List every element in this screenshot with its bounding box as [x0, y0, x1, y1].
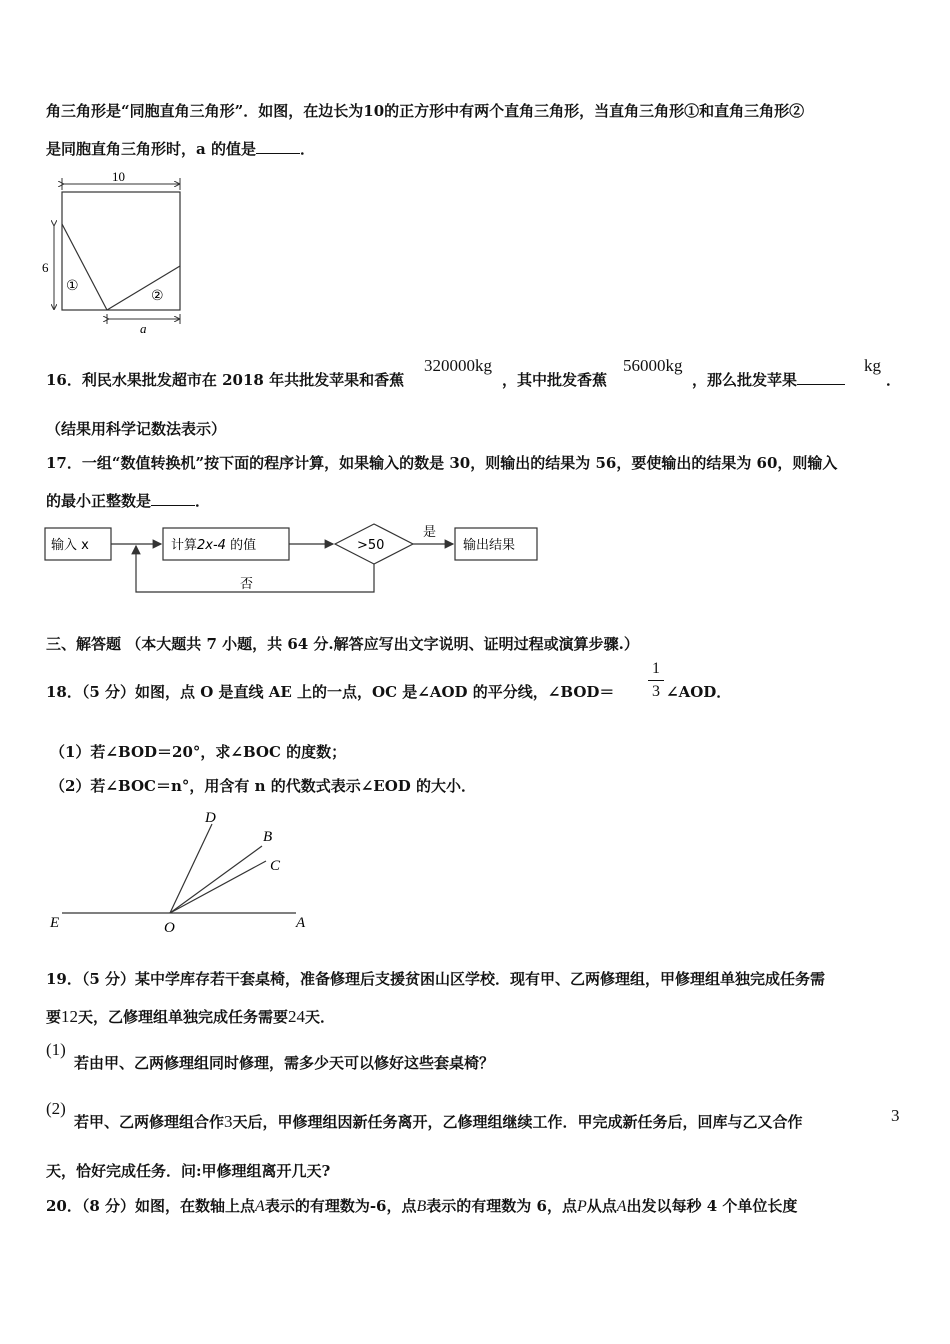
fig-tri2-label: ②: [151, 288, 164, 304]
flow-output: 输出结果: [463, 538, 516, 553]
q18-angle-figure: [40, 806, 320, 936]
q16-end: ．: [886, 371, 902, 389]
q19-s2b: 天后，甲修理组因新任务离开，乙修理组继续工作．甲完成新任务后，回库与乙又合作: [232, 1113, 803, 1131]
q17-flowchart: [40, 518, 550, 600]
q19-l2c: 天．: [305, 1008, 336, 1026]
q19-sub1-number: (1): [46, 1040, 66, 1059]
q19-num-24: 24: [288, 1007, 306, 1026]
q20-c: 表示的有理数为 6，点: [426, 1197, 577, 1215]
q20-point-A2: A: [616, 1198, 627, 1215]
flow-no: 否: [240, 577, 254, 592]
q19-l2b: 天，乙修理组单独完成任务需要: [78, 1008, 289, 1026]
q18-fraction: [648, 660, 664, 701]
point-A: A: [296, 915, 306, 931]
q19-l2a: 要: [46, 1008, 62, 1026]
q20-a: 20．（8 分）如图，在数轴上点: [46, 1197, 256, 1215]
point-B: B: [263, 829, 273, 845]
fig-label-left: 6: [42, 260, 49, 275]
q16-value-total: 320000kg: [424, 356, 492, 375]
q16-seg2: ，其中批发香蕉: [502, 371, 608, 389]
q16-line2: （结果用科学记数法表示）: [46, 420, 227, 438]
fig-label-bottom: a: [140, 321, 147, 336]
point-E: E: [50, 915, 60, 931]
fraction-bar: [648, 680, 664, 681]
q18-sub2: （2）若∠BOC＝n°，用含有 n 的代数式表示∠EOD 的大小．: [50, 777, 477, 795]
q20-point-B: B: [416, 1198, 427, 1215]
q17-line2-text: 的最小正整数是: [46, 492, 152, 510]
q16-seg3-text: ，那么批发苹果: [692, 371, 798, 389]
q20-point-P: P: [576, 1198, 587, 1215]
q18-main-text: 18．（5 分）如图，点 O 是直线 AE 上的一点，OC 是∠AOD 的平分线，∠BOD＝: [46, 683, 615, 701]
q18-main-end: ∠AOD．: [666, 683, 732, 701]
flow-yes: 是: [423, 525, 437, 540]
q19-sub2-number: (2): [46, 1099, 66, 1118]
flow-calc: 计算2x-4 的值: [171, 538, 257, 553]
q15-square-figure: [40, 168, 190, 338]
q19-sub2-text: [74, 1112, 803, 1132]
q19-s2a: 若甲、乙两修理组合作: [74, 1113, 225, 1131]
point-D: D: [205, 810, 216, 826]
q17-line2: [46, 491, 210, 511]
q20-b: 表示的有理数为-6，点: [264, 1197, 417, 1215]
point-C: C: [270, 858, 281, 874]
section-3-heading: 三、解答题 （本大题共 7 小题，共 64 分.解答应写出文字说明、证明过程或演算步骤.）: [46, 635, 639, 653]
q19-num-12: 12: [61, 1007, 79, 1026]
q20-d: 从点: [586, 1197, 617, 1215]
q19-sub1-text: 若由甲、乙两修理组同时修理，需多少天可以修好这些套桌椅？: [74, 1054, 495, 1072]
q15-line2-end: ．: [299, 140, 315, 158]
q19-line2: [46, 1007, 335, 1027]
flow-condition: >50: [357, 538, 385, 553]
flow-input: 输入 x: [51, 538, 89, 553]
fig-tri1-label: ①: [66, 278, 79, 294]
fig-label-top: 10: [112, 169, 125, 184]
answer-blank: [797, 370, 845, 385]
answer-blank: [151, 491, 195, 506]
q20-point-A: A: [255, 1198, 265, 1215]
fraction-numerator: 1: [652, 660, 660, 677]
q19-line1: 19．（5 分）某中学库存若干套桌椅，准备修理后支援贫困山区学校．现有甲、乙两修理组，甲修理组单独完成任务需: [46, 970, 826, 988]
q17-line1: 17．一组“数值转换机”按下面的程序计算，如果输入的数是 30，则输出的结果为 56，要使输出的结果为 60，则输入: [46, 454, 838, 472]
q20-line1: [46, 1196, 797, 1217]
fraction-denominator: 3: [652, 683, 660, 700]
q19-line4: 天，恰好完成任务．问:甲修理组离开几天?: [46, 1162, 331, 1180]
q15-line2-text: 是同胞直角三角形时，a 的值是: [46, 140, 256, 158]
q16-seg1: 16．利民水果批发超市在 2018 年共批发苹果和香蕉: [46, 371, 405, 389]
q16-seg3: [692, 370, 845, 390]
q17-line2-end: ．: [195, 492, 211, 510]
q19-num-3b: 3: [891, 1106, 900, 1125]
point-O: O: [164, 920, 175, 936]
q16-unit: kg: [864, 356, 881, 375]
q15-line2: [46, 139, 315, 159]
q16-value-banana: 56000kg: [623, 356, 683, 375]
q18-sub1: （1）若∠BOD＝20°，求∠BOC 的度数；: [50, 743, 347, 761]
answer-blank: [256, 139, 300, 154]
q15-line1: 角三角形是“同胞直角三角形”．如图，在边长为10的正方形中有两个直角三角形，当直角三角形①和直角三角形②: [46, 102, 805, 120]
q19-num-3a: 3: [224, 1112, 233, 1131]
q20-e: 出发以每秒 4 个单位长度: [626, 1197, 798, 1215]
